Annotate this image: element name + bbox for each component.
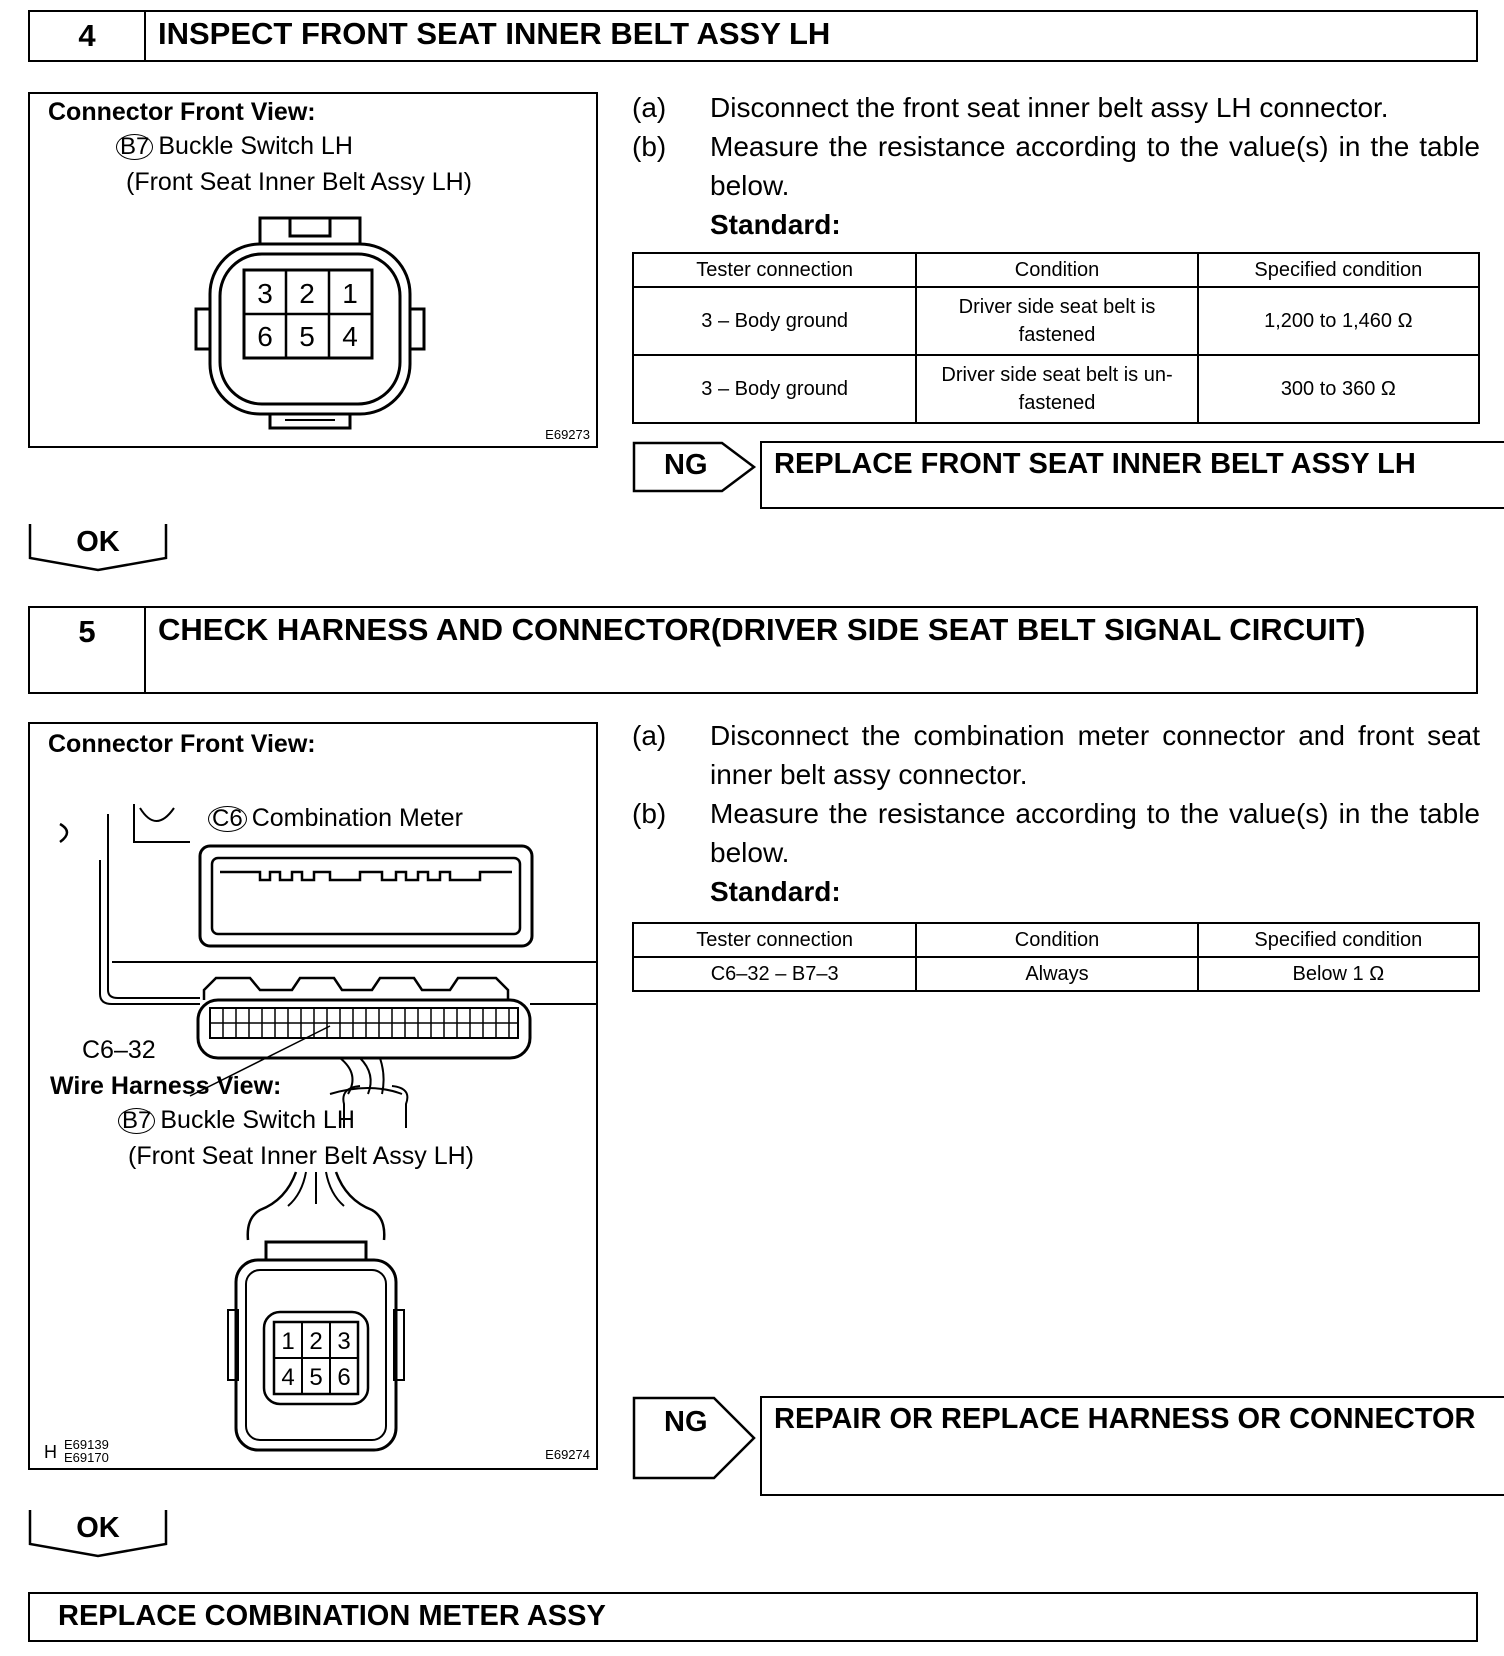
figure-code-left	[64, 1438, 109, 1464]
figure-code: E69273	[545, 427, 590, 442]
step-4-instructions	[632, 88, 1480, 244]
instruction-label: (a)	[632, 720, 667, 751]
table-header: Specified condition	[1198, 923, 1479, 957]
table-cell: 3 – Body ground	[633, 287, 916, 355]
step-4-spec-table	[632, 252, 1480, 424]
pin-label: 3	[337, 1328, 351, 1355]
table-cell: Driver side seat belt is un-fastened	[916, 355, 1197, 423]
table-header: Condition	[916, 253, 1197, 287]
step-5-number: 5	[30, 608, 146, 692]
buckle-switch-connector-diagram	[190, 204, 430, 436]
buckle-switch-harness-connector-diagram	[226, 1170, 406, 1462]
pin-label: 4	[342, 321, 358, 352]
connector-name: Buckle Switch LH	[160, 1106, 355, 1134]
connector-label	[116, 132, 353, 161]
ng-label: NG	[664, 1406, 708, 1438]
standard-label: Standard:	[710, 209, 841, 240]
step-5-title: CHECK HARNESS AND CONNECTOR(DRIVER SIDE SEAT BELT SIGNAL CIRCUIT)	[158, 612, 1366, 647]
figure-code-prefix: H	[44, 1442, 57, 1462]
pin-label: 4	[281, 1364, 295, 1391]
instruction-text: Measure the resistance according to the value(s) in the table below.	[710, 798, 1480, 868]
figure-code: E69274	[545, 1447, 590, 1462]
pin-label: 6	[337, 1364, 351, 1391]
instruction-text: Measure the resistance according to the value(s) in the table below.	[710, 131, 1480, 201]
pin-c6-32-label: C6–32	[82, 1036, 156, 1064]
step-4-figure	[28, 92, 598, 448]
pin-label: 6	[257, 321, 273, 352]
step-4-number: 4	[30, 12, 146, 60]
figure-code-line: E69170	[64, 1450, 109, 1465]
connector-id-badge: B7	[118, 1108, 155, 1134]
figure-heading: Connector Front View:	[48, 98, 316, 126]
ok-label: OK	[76, 526, 120, 558]
meter-name: Combination Meter	[251, 804, 463, 832]
table-cell: 1,200 to 1,460 Ω	[1198, 287, 1479, 355]
table-cell: 3 – Body ground	[633, 355, 916, 423]
table-header: Specified condition	[1198, 253, 1479, 287]
pin-label: 1	[342, 278, 358, 309]
connector-name: Buckle Switch LH	[158, 132, 353, 160]
connector-id-badge: B7	[116, 134, 153, 160]
instruction-item	[632, 794, 1480, 872]
instruction-text: Disconnect the combination meter connector and front seat inner belt assy connector.	[710, 720, 1480, 790]
step-5-instructions	[632, 716, 1480, 911]
instruction-item	[632, 716, 1480, 794]
table-header: Tester connection	[633, 253, 916, 287]
final-action-box: REPLACE COMBINATION METER ASSY	[28, 1592, 1478, 1642]
instruction-label: (a)	[632, 92, 667, 123]
wire-harness-heading: Wire Harness View:	[50, 1072, 282, 1100]
table-cell: 300 to 360 Ω	[1198, 355, 1479, 423]
figure-code-line: E69139	[64, 1437, 109, 1452]
step-4-header	[28, 10, 1478, 62]
instruction-item	[632, 127, 1480, 205]
connector-subtitle: (Front Seat Inner Belt Assy LH)	[126, 168, 472, 196]
ng-label: NG	[664, 449, 708, 481]
pin-label: 2	[299, 278, 315, 309]
instruction-label: (b)	[632, 131, 667, 162]
pin-label: 1	[281, 1328, 295, 1355]
step-4-title: INSPECT FRONT SEAT INNER BELT ASSY LH	[158, 16, 831, 51]
connector-subtitle: (Front Seat Inner Belt Assy LH)	[128, 1142, 474, 1170]
table-cell: C6–32 – B7–3	[633, 957, 916, 991]
pin-label: 3	[257, 278, 273, 309]
connector-label	[118, 1106, 355, 1135]
table-header-row	[633, 253, 1479, 287]
standard-label: Standard:	[710, 876, 841, 907]
table-header: Condition	[916, 923, 1197, 957]
table-cell: Driver side seat belt is fastened	[916, 287, 1197, 355]
step-5-spec-table	[632, 922, 1480, 992]
table-cell: Below 1 Ω	[1198, 957, 1479, 991]
pin-label: 2	[309, 1328, 323, 1355]
instruction-item	[632, 88, 1480, 127]
table-header: Tester connection	[633, 923, 916, 957]
pin-label: 5	[299, 321, 315, 352]
instruction-text: Disconnect the front seat inner belt assy LH connector.	[710, 92, 1389, 123]
table-header-row	[633, 923, 1479, 957]
step-5-figure	[28, 722, 598, 1470]
step-5-header	[28, 606, 1478, 694]
meter-id-badge: C6	[208, 806, 247, 832]
pin-label: 5	[309, 1364, 323, 1391]
figure-heading: Connector Front View:	[48, 730, 316, 758]
table-row	[633, 957, 1479, 991]
ok-label: OK	[76, 1512, 120, 1544]
table-row	[633, 287, 1479, 355]
step-4-ng-action: REPLACE FRONT SEAT INNER BELT ASSY LH	[760, 441, 1504, 509]
instruction-label: (b)	[632, 798, 667, 829]
table-row	[633, 355, 1479, 423]
table-cell: Always	[916, 957, 1197, 991]
step-5-ng-action: REPAIR OR REPLACE HARNESS OR CONNECTOR	[760, 1396, 1504, 1496]
